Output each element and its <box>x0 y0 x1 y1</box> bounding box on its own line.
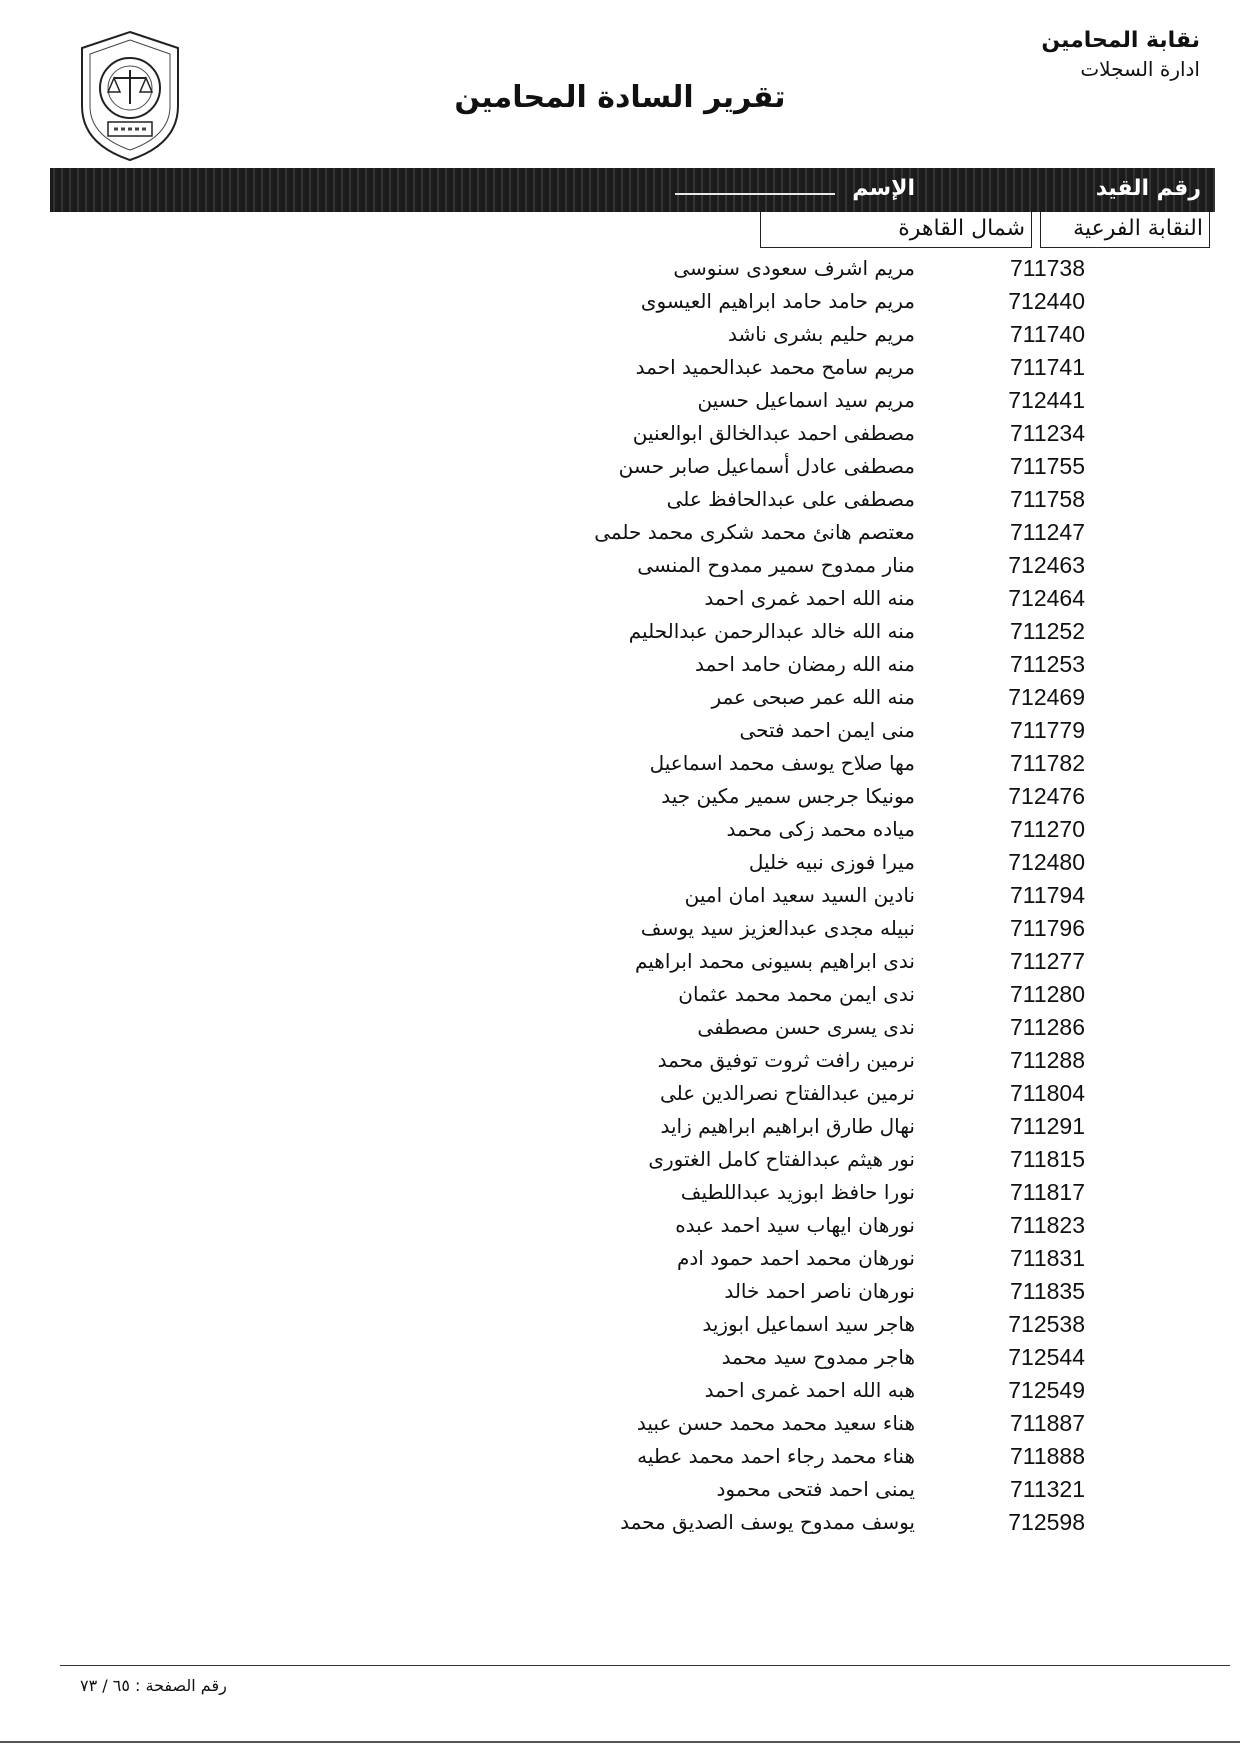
reg-number: 711277 <box>1009 948 1085 974</box>
lawyer-name: هناء محمد رجاء احمد محمد عطيه <box>637 1444 915 1468</box>
page-title: تقرير السادة المحامين <box>454 80 786 115</box>
table-row <box>0 1407 1240 1440</box>
reg-no-column-header: رقم القيد <box>1095 176 1201 201</box>
reg-number: 712463 <box>1008 552 1085 578</box>
page-total: ٧٣ <box>80 1676 98 1695</box>
lawyer-name: نورهان محمد احمد حمود ادم <box>677 1246 915 1270</box>
table-row <box>0 450 1240 483</box>
lawyer-name: نادين السيد سعيد امان امين <box>684 883 915 907</box>
reg-number: 711755 <box>1009 453 1085 479</box>
department-name: ادارة السجلات <box>1080 57 1200 81</box>
reg-number: 711253 <box>1009 651 1085 677</box>
reg-number: 711831 <box>1009 1245 1085 1271</box>
table-row <box>0 1242 1240 1275</box>
reg-number: 712480 <box>1008 849 1085 875</box>
lawyer-name: ندى ابراهيم بسيونى محمد ابراهيم <box>634 949 915 973</box>
bar-association-seal-icon <box>70 26 190 166</box>
page-footer <box>80 1676 340 1695</box>
reg-number: 711888 <box>1009 1443 1085 1469</box>
lawyer-name: منه الله خالد عبدالرحمن عبدالحليم <box>628 619 915 643</box>
table-row <box>0 912 1240 945</box>
table-row <box>0 318 1240 351</box>
lawyer-name: مصطفى عادل أسماعيل صابر حسن <box>618 454 915 478</box>
reg-number: 711823 <box>1009 1212 1085 1238</box>
name-column-header: الإسم <box>852 176 915 201</box>
table-row <box>0 615 1240 648</box>
reg-number: 711740 <box>1009 321 1085 347</box>
reg-number: 711288 <box>1009 1047 1085 1073</box>
table-row <box>0 846 1240 879</box>
table-row <box>0 681 1240 714</box>
page-label: رقم الصفحة : <box>135 1676 227 1695</box>
lawyer-name: نورا حافظ ابوزيد عبداللطيف <box>680 1180 915 1204</box>
table-row <box>0 1077 1240 1110</box>
lawyer-name: مونيكا جرجس سمير مكين جيد <box>661 784 915 808</box>
reg-number: 711815 <box>1009 1146 1085 1172</box>
lawyer-name: هاجر ممدوح سيد محمد <box>721 1345 915 1369</box>
reg-number: 711887 <box>1009 1410 1085 1436</box>
bottom-edge-line <box>0 1741 1240 1743</box>
lawyer-name: مها صلاح يوسف محمد اسماعيل <box>649 751 915 775</box>
table-row <box>0 747 1240 780</box>
header-divider <box>675 193 835 195</box>
table-row <box>0 384 1240 417</box>
table-row <box>0 582 1240 615</box>
reg-number: 712538 <box>1008 1311 1085 1337</box>
table-row <box>0 1209 1240 1242</box>
lawyer-name: يمنى احمد فتحى محمود <box>716 1477 915 1501</box>
table-row <box>0 879 1240 912</box>
lawyer-name: مريم سيد اسماعيل حسين <box>697 388 915 412</box>
lawyer-name: نرمين رافت ثروت توفيق محمد <box>657 1048 915 1072</box>
lawyer-name: مياده محمد زكى محمد <box>726 817 915 841</box>
reg-number: 711291 <box>1009 1113 1085 1139</box>
lawyer-name: مريم اشرف سعودى سنوسى <box>673 256 915 280</box>
reg-number: 711817 <box>1009 1179 1085 1205</box>
table-header-bar <box>50 168 1215 212</box>
lawyer-name: مريم حامد حامد ابراهيم العيسوى <box>640 289 915 313</box>
lawyer-name: نبيله مجدى عبدالعزيز سيد يوسف <box>640 916 915 940</box>
lawyer-name: هاجر سيد اسماعيل ابوزيد <box>702 1312 915 1336</box>
table-row <box>0 1011 1240 1044</box>
lawyer-name: ندى يسرى حسن مصطفى <box>697 1015 915 1039</box>
reg-number: 712476 <box>1008 783 1085 809</box>
branch-label: النقابة الفرعية <box>1040 212 1210 248</box>
table-row <box>0 549 1240 582</box>
table-row <box>0 978 1240 1011</box>
lawyer-name: منار ممدوح سمير ممدوح المنسى <box>637 553 915 577</box>
table-row <box>0 516 1240 549</box>
table-row <box>0 648 1240 681</box>
reg-number: 712549 <box>1008 1377 1085 1403</box>
lawyer-name: منه الله عمر صبحى عمر <box>711 685 915 709</box>
reg-number: 712544 <box>1008 1344 1085 1370</box>
lawyer-name: نورهان ناصر احمد خالد <box>724 1279 915 1303</box>
lawyer-name: نرمين عبدالفتاح نصرالدين على <box>659 1081 915 1105</box>
table-row <box>0 1440 1240 1473</box>
table-row <box>0 1044 1240 1077</box>
lawyer-name: ندى ايمن محمد محمد عثمان <box>678 982 915 1006</box>
table-row <box>0 813 1240 846</box>
lawyer-name: مريم سامح محمد عبدالحميد احمد <box>635 355 915 379</box>
reg-number: 712598 <box>1008 1509 1085 1535</box>
lawyer-name: نور هيثم عبدالفتاح كامل الغتورى <box>648 1147 915 1171</box>
lawyer-name: معتصم هانئ محمد شكرى محمد حلمى <box>594 520 915 544</box>
org-name: نقابة المحامين <box>1041 28 1200 53</box>
reg-number: 712440 <box>1008 288 1085 314</box>
table-row <box>0 252 1240 285</box>
table-row <box>0 417 1240 450</box>
table-row <box>0 1308 1240 1341</box>
reg-number: 712469 <box>1008 684 1085 710</box>
table-row <box>0 714 1240 747</box>
table-row <box>0 945 1240 978</box>
reg-number: 711280 <box>1009 981 1085 1007</box>
reg-number: 711247 <box>1009 519 1085 545</box>
reg-number: 711738 <box>1009 255 1085 281</box>
lawyer-name: منى ايمن احمد فتحى <box>739 718 915 742</box>
page-separator: / <box>102 1676 108 1695</box>
reg-number: 711782 <box>1009 750 1085 776</box>
reg-number: 711741 <box>1009 354 1085 380</box>
lawyer-name: ميرا فوزى نبيه خليل <box>748 850 915 874</box>
table-row <box>0 1506 1240 1539</box>
reg-number: 711796 <box>1009 915 1085 941</box>
reg-number: 711794 <box>1009 882 1085 908</box>
page-number: ٦٥ <box>112 1676 130 1695</box>
lawyer-name: نهال طارق ابراهيم ابراهيم زايد <box>660 1114 915 1138</box>
reg-number: 711779 <box>1009 717 1085 743</box>
reg-number: 711321 <box>1009 1476 1085 1502</box>
lawyer-name: نورهان ايهاب سيد احمد عبده <box>675 1213 915 1237</box>
table-row <box>0 351 1240 384</box>
table-row <box>0 1374 1240 1407</box>
lawyer-name: مريم حليم بشرى ناشد <box>727 322 915 346</box>
table-row <box>0 1143 1240 1176</box>
table-row <box>0 1275 1240 1308</box>
lawyers-list <box>0 252 1240 1539</box>
reg-number: 711758 <box>1009 486 1085 512</box>
table-row <box>0 1176 1240 1209</box>
lawyer-name: منه الله رمضان حامد احمد <box>694 652 915 676</box>
branch-value: شمال القاهرة <box>760 212 1032 248</box>
lawyer-name: مصطفى احمد عبدالخالق ابوالعنين <box>632 421 915 445</box>
lawyer-name: هبه الله احمد غمرى احمد <box>704 1378 915 1402</box>
org-header <box>940 26 1200 82</box>
lawyer-name: يوسف ممدوح يوسف الصديق محمد <box>620 1510 915 1534</box>
table-row <box>0 483 1240 516</box>
reg-number: 711270 <box>1009 816 1085 842</box>
reg-number: 711252 <box>1009 618 1085 644</box>
table-row <box>0 285 1240 318</box>
reg-number: 711835 <box>1009 1278 1085 1304</box>
reg-number: 711804 <box>1009 1080 1085 1106</box>
table-row <box>0 1110 1240 1143</box>
reg-number: 712441 <box>1008 387 1085 413</box>
table-row <box>0 1473 1240 1506</box>
reg-number: 711234 <box>1009 420 1085 446</box>
reg-number: 711286 <box>1009 1014 1085 1040</box>
lawyer-name: مصطفى على عبدالحافظ على <box>666 487 915 511</box>
reg-number: 712464 <box>1008 585 1085 611</box>
table-row <box>0 780 1240 813</box>
footer-divider <box>60 1665 1230 1666</box>
lawyer-name: منه الله احمد غمرى احمد <box>704 586 915 610</box>
lawyer-name: هناء سعيد محمد محمد حسن عبيد <box>636 1411 915 1435</box>
table-row <box>0 1341 1240 1374</box>
